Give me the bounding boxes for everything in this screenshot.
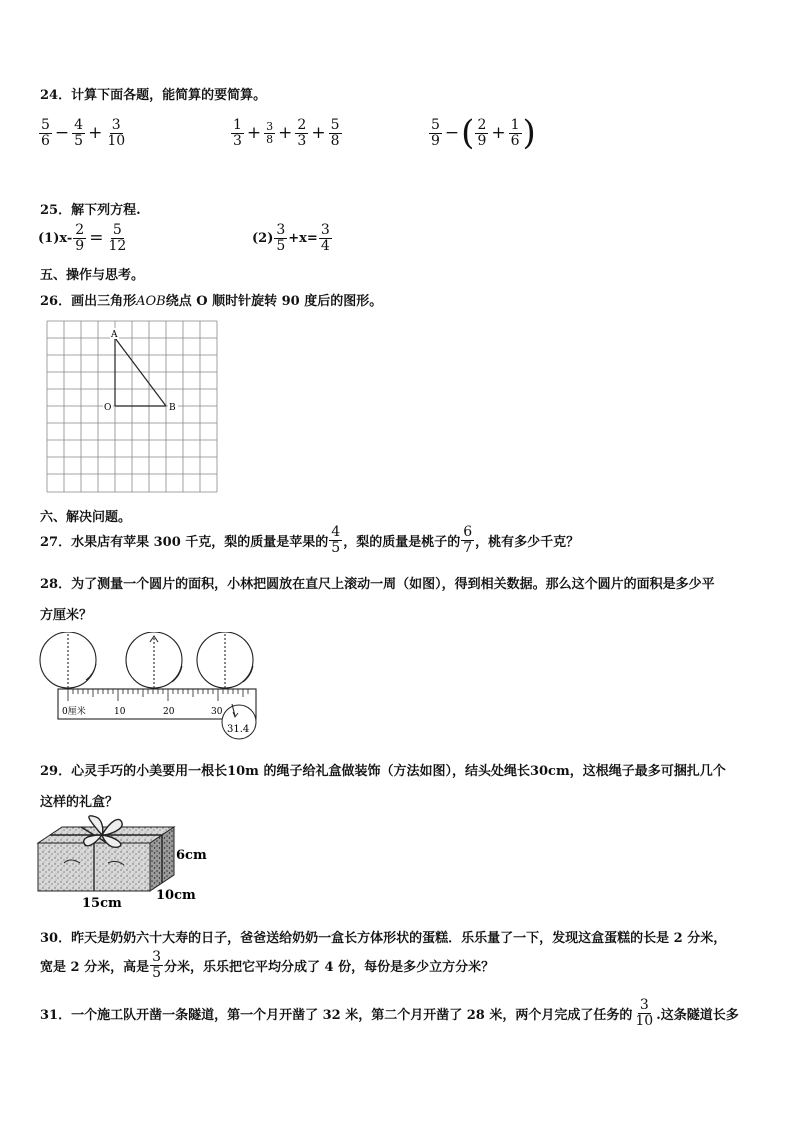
ruler-label-20: 20 [163, 707, 175, 717]
q30-line-1: 30．昨天是奶奶六十大寿的日子，爸爸送给奶奶一盒长方体形状的蛋糕．乐乐量了一下，发现这盒蛋糕的长是 2 分米， [40, 931, 727, 946]
right-parenthesis: ) [522, 113, 536, 153]
q26-label: 26．画出三角形AOB绕点 O 顺时针旋转 90 度后的图形。 [40, 294, 383, 309]
fraction: $\frac{5}{9}$ [431, 116, 440, 149]
width-label: 10cm [156, 888, 196, 903]
q28-line-1: 28．为了测量一个圆片的面积，小林把圆放在直尺上滚动一周（如图），得到相关数据。那么这个圆片的面积是多少平 [40, 577, 715, 592]
q29-line-1: 29．心灵手巧的小美要用一根长10m 的绳子给礼盒做装饰（方法如图），结头处绳长30cm，这根绳子最多可捆扎几个 [40, 764, 726, 779]
q24-expression-1: $\frac{5}{6}$ − $\frac{4}{5}$ + $\frac{3}{10}$ [41, 117, 126, 149]
q27-text: 27．水果店有苹果 300 千克，梨的质量是苹果的 $\frac{4}{5}$ ，梨的质量是桃子的 $\frac{6}{7}$ ，桃有多少千克？ [40, 524, 580, 556]
q24-label: 24．计算下面各题，能简算的要简算。 [40, 88, 267, 103]
triangle-name: AOB [136, 294, 166, 309]
q29-line-2: 这样的礼盒？ [40, 795, 119, 810]
fraction: $\frac{2}{9}$ [477, 116, 487, 149]
fraction: $\frac{3}{5}$ [152, 949, 162, 981]
ruler-label-30: 30 [211, 707, 223, 717]
fraction: $\frac{1}{3}$ [233, 117, 242, 149]
ruler-label-0: 0厘米 [62, 707, 86, 717]
q24-expression-3: $\frac{5}{9}$ − ( $\frac{2}{9}$ + $\frac{1}{6}$ ) [431, 113, 536, 153]
section-heading-5: 五、操作与思考。 [40, 268, 145, 283]
length-label: 15cm [82, 896, 122, 907]
q28-line-2: 方厘米？ [40, 608, 93, 623]
q25-equation-1: (1)x- $\frac{2}{9}$ = $\frac{5}{12}$ [38, 222, 127, 254]
left-parenthesis: ( [461, 113, 475, 153]
point-a-label: A [111, 330, 118, 340]
gift-box-figure [36, 815, 216, 907]
fraction: $\frac{5}{6}$ [41, 117, 50, 149]
fraction: $\frac{3}{8}$ [266, 120, 274, 146]
fraction: $\frac{2}{3}$ [297, 117, 307, 149]
fraction: $\frac{5}{8}$ [330, 117, 340, 149]
reading-label: 31.4 [227, 724, 250, 735]
rotation-grid-figure [46, 320, 218, 494]
q31-line-1: 31．一个施工队开凿一条隧道，第一个月开凿了 32 米，第二个月开凿了 28 米，两个月完成了任务的 $\frac{3}{10}$ .这条隧道长多 [40, 997, 739, 1029]
ruler-label-10: 10 [114, 707, 126, 717]
q25-label: 25．解下列方程. [40, 203, 141, 218]
q30-line-2: 宽是 2 分米，高是 $\frac{3}{5}$ 分米，乐乐把它平均分成了 4 份，每份是多少立方分米？ [40, 949, 495, 981]
fraction: $\frac{4}{5}$ [331, 524, 341, 556]
fraction: $\frac{3}{10}$ [107, 117, 126, 149]
fraction: $\frac{3}{4}$ [320, 222, 330, 254]
fraction: $\frac{4}{5}$ [74, 117, 84, 149]
point-b-label: B [169, 403, 176, 413]
fraction: $\frac{3}{10}$ [635, 997, 654, 1029]
rolling-circle-ruler-figure [38, 632, 268, 740]
fraction: $\frac{5}{12}$ [108, 222, 127, 254]
fraction: $\frac{3}{5}$ [276, 222, 286, 254]
q24-expression-2: $\frac{1}{3}$ + $\frac{3}{8}$ + $\frac{2}{3}$ + $\frac{5}{8}$ [233, 117, 340, 149]
fraction: $\frac{2}{9}$ [75, 222, 85, 254]
q25-equation-2: (2) $\frac{3}{5}$ +x= $\frac{3}{4}$ [252, 222, 330, 254]
section-heading-6: 六、解决问题。 [40, 510, 132, 525]
fraction: $\frac{1}{6}$ [510, 116, 520, 149]
point-o-label: O [104, 403, 112, 413]
height-label: 6cm [176, 848, 207, 863]
fraction: $\frac{6}{7}$ [463, 524, 473, 556]
